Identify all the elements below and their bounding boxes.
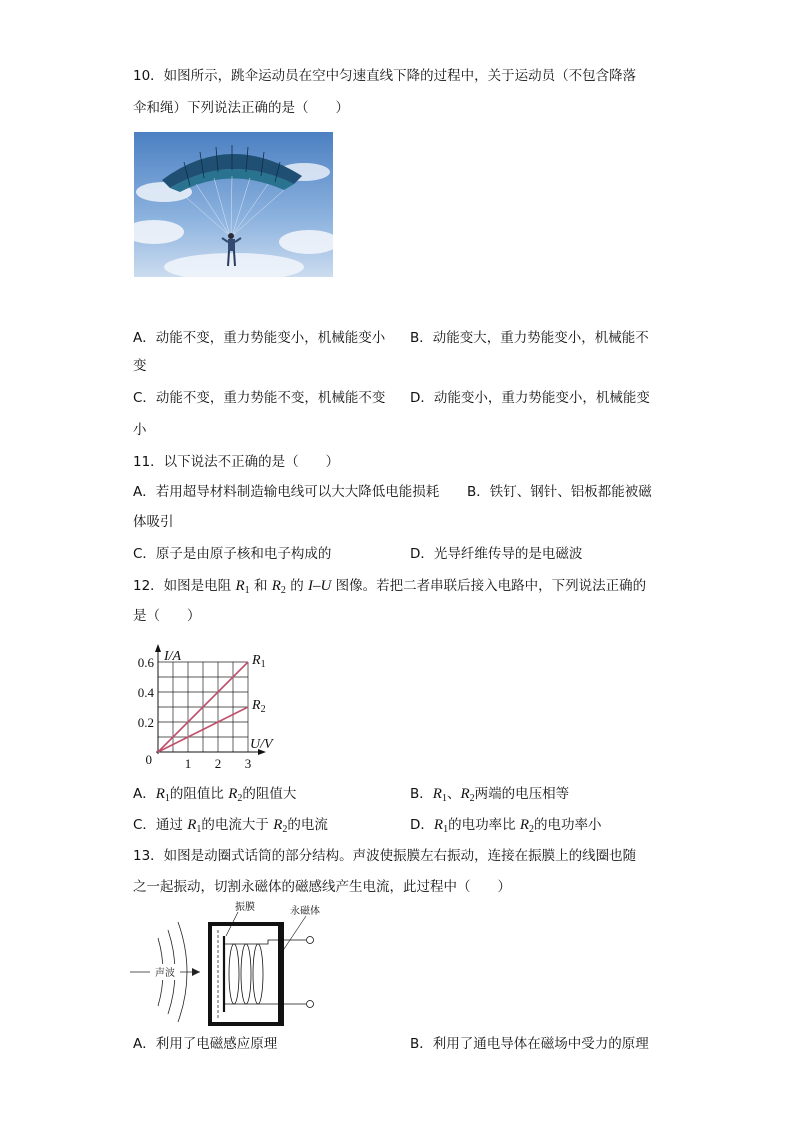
origin-label: 0	[145, 752, 152, 767]
y-axis-label: I/A	[164, 649, 182, 664]
q13-option-b[interactable]: B．利用了通电导体在磁场中受力的原理	[410, 1036, 649, 1052]
q11-option-d[interactable]: D．光导纤维传导的是电磁波	[410, 546, 583, 562]
q10-option-b[interactable]: B．动能变大，重力势能变小，机械能不	[410, 330, 649, 346]
q12-stem-line2: 是（ ）	[133, 608, 201, 624]
q12-option-b[interactable]: B．$R_1$、$R_2$两端的电压相等	[410, 786, 570, 804]
q13-option-a[interactable]: A．利用了电磁感应原理	[133, 1036, 278, 1052]
q12-option-d[interactable]: D．$R_1$的电功率比 $R_2$的电功率小	[410, 817, 602, 835]
q12-option-a[interactable]: A．$R_1$的阻值比 $R_2$的阻值大	[133, 786, 297, 804]
y-tick-label: 0.6	[137, 655, 154, 670]
microphone-diagram	[128, 900, 338, 1030]
q11-option-a[interactable]: A．若用超导材料制造输电线可以大大降低电能损耗	[133, 484, 440, 500]
q10-option-d-cont: 小	[133, 422, 147, 438]
q10-stem-line2: 伞和绳）下列说法正确的是（ ）	[133, 100, 349, 116]
terminal	[307, 937, 314, 944]
x-tick-label: 3	[244, 756, 252, 771]
magnet-label: 永磁体	[290, 906, 320, 917]
y-axis-arrow	[155, 644, 161, 652]
q10-stem-line1: 10．如图所示，跳伞运动员在空中匀速直线下降的过程中，关于运动员（不包含降落	[133, 68, 637, 84]
parachute-photo	[134, 132, 333, 277]
q10-option-d[interactable]: D．动能变小，重力势能变小，机械能变	[410, 390, 650, 406]
y-tick-label: 0.2	[137, 715, 154, 730]
q10-option-a[interactable]: A．动能不变，重力势能变小，机械能变小	[133, 330, 386, 346]
series-label-r1: $R_1$	[252, 653, 266, 670]
x-axis-label: U/V	[250, 737, 273, 752]
q12-option-c[interactable]: C．通过 $R_1$的电流大于 $R_2$的电流	[133, 817, 328, 835]
q11-option-b-cont: 体吸引	[133, 514, 174, 530]
q13-stem-line1: 13．如图是动圈式话筒的部分结构。声波使振膜左右振动，连接在振膜上的线圈也随	[133, 848, 637, 864]
membrane-label: 振膜	[235, 902, 255, 913]
wave-label: 声波	[155, 968, 175, 979]
q11-option-c[interactable]: C．原子是由原子核和电子构成的	[133, 546, 332, 562]
series-label-r2: $R_2$	[252, 698, 266, 715]
y-tick-label: 0.4	[137, 685, 154, 700]
q10-option-c[interactable]: C．动能不变，重力势能不变，机械能不变	[133, 390, 386, 406]
q10-option-b-cont: 变	[133, 358, 147, 374]
x-tick-label: 2	[214, 756, 222, 771]
terminal	[307, 1001, 314, 1008]
magnet-housing	[210, 924, 282, 1024]
q12-stem-line1: 12．如图是电阻 $R_1$ 和 $R_2$ 的 I–U 图像。若把二者串联后接入电路中，下列说法正确的	[133, 578, 647, 596]
iu-graph	[128, 636, 288, 776]
q13-stem-line2: 之一起振动，切割永磁体的磁感线产生电流，此过程中（ ）	[133, 879, 511, 895]
coil	[229, 944, 263, 1004]
q11-stem: 11．以下说法不正确的是（ ）	[133, 454, 340, 470]
x-tick-label: 1	[184, 756, 192, 771]
q11-option-b[interactable]: B．铁钉、钢针、铝板都能被磁	[467, 484, 652, 500]
